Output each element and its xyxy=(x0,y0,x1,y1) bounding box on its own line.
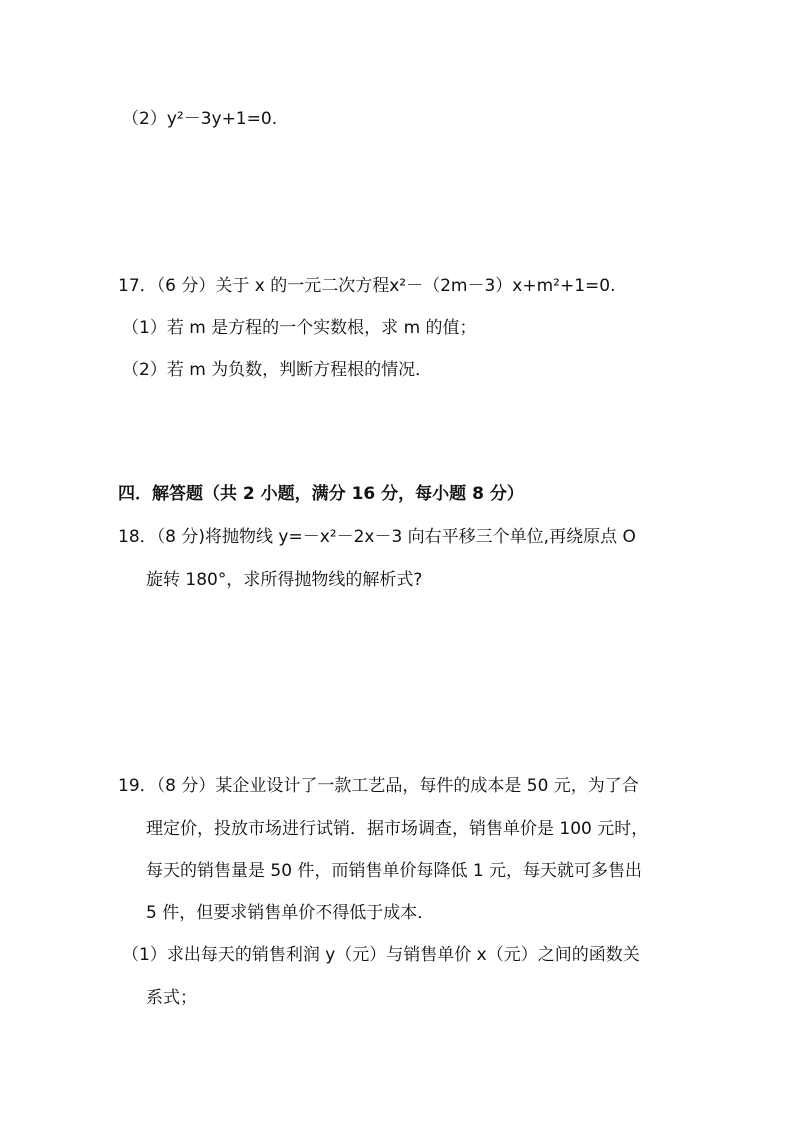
q19-part1-line2: 系式； xyxy=(146,988,197,1008)
q16-part2: （2）y²－3y+1=0. xyxy=(122,109,278,129)
q17-stem: 17．（6 分）关于 x 的一元二次方程x²－（2m－3）x+m²+1=0. xyxy=(118,276,616,296)
q19-line2: 理定价，投放市场进行试销．据市场调查，销售单价是 100 元时， xyxy=(146,819,649,839)
q19-line1: 19．（8 分）某企业设计了一款工艺品，每件的成本是 50 元，为了合 xyxy=(118,776,639,796)
q17-part1: （1）若 m 是方程的一个实数根，求 m 的值； xyxy=(122,318,477,338)
section4-heading: 四．解答题（共 2 小题，满分 16 分，每小题 8 分） xyxy=(118,484,524,504)
q19-line3: 每天的销售量是 50 件，而销售单价每降低 1 元，每天就可多售出 xyxy=(146,861,643,881)
q17-part2: （2）若 m 为负数，判断方程根的情况． xyxy=(122,360,433,380)
q19-line4: 5 件，但要求销售单价不得低于成本． xyxy=(146,903,435,923)
q18-line2: 旋转 180°，求所得抛物线的解析式? xyxy=(146,570,423,590)
q18-line1: 18．（8 分)将抛物线 y=－x²－2x－3 向右平移三个单位,再绕原点 O xyxy=(118,527,636,547)
q19-part1-line1: （1）求出每天的销售利润 y（元）与销售单价 x（元）之间的函数关 xyxy=(122,945,640,965)
